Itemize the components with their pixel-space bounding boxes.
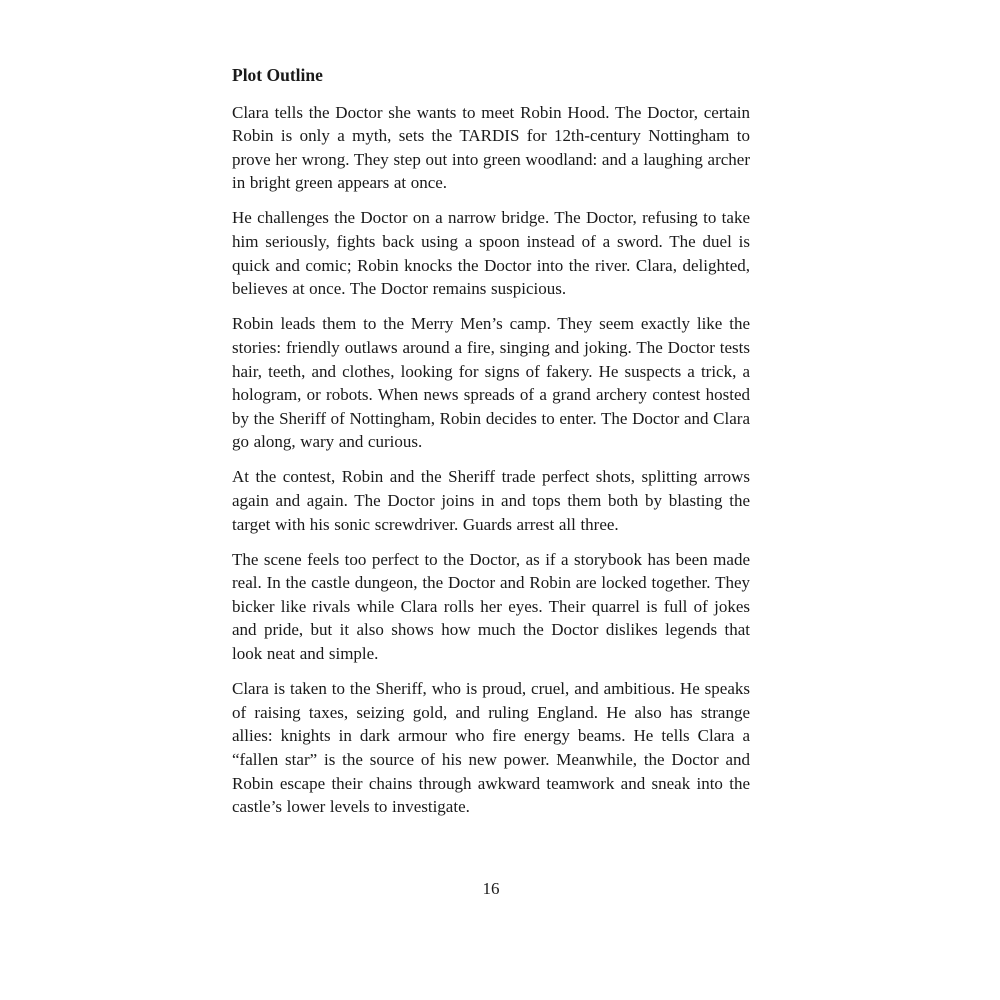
- body-paragraph: The scene feels too perfect to the Doctor, as if a storybook has been made real. In the castle dungeon, the Doctor and Robin are locked together. They bicker like rivals while Clara rolls her eyes. Their quarrel is full of jokes and pride, but it also shows how much the Doctor dislikes legends that look neat and simple.: [232, 549, 750, 664]
- text-block: [232, 64, 750, 819]
- page-number: 16: [482, 879, 500, 898]
- body-paragraph: At the contest, Robin and the Sheriff trade perfect shots, splitting arrows again and again. The Doctor joins in and tops them both by blasting the target with his sonic screwdriver. Guards arrest all three.: [232, 467, 750, 534]
- body-paragraph: He challenges the Doctor on a narrow bridge. The Doctor, refusing to take him seriously, fights back using a spoon instead of a sword. The duel is quick and comic; Robin knocks the Doctor into the river. Clara, delighted, believes at once. The Doctor remains suspicious.: [232, 208, 750, 299]
- section-title: Plot Outline: [232, 65, 323, 85]
- body-paragraph: Clara is taken to the Sheriff, who is proud, cruel, and ambitious. He speaks of raising taxes, seizing gold, and ruling England. He also has strange allies: knights in dark armour who fire energy beams. He tells Clara a “fallen star” is the source of his new power. Meanwhile, the Doctor and Robin escape their chains through awkward teamwork and sneak into the castle’s lower levels to investigate.: [232, 679, 750, 817]
- body-paragraph: Clara tells the Doctor she wants to meet Robin Hood. The Doctor, certain Robin is only a myth, sets the TARDIS for 12th-century Nottingham to prove her wrong. They step out into green woodland: and a laughing archer in bright green appears at once.: [232, 102, 750, 193]
- body-paragraph: Robin leads them to the Merry Men’s camp. They seem exactly like the stories: friendly outlaws around a fire, singing and joking. The Doctor tests hair, teeth, and clothes, looking for signs of fakery. He suspects a trick, a hologram, or robots. When news spreads of a grand archery contest hosted by the Sheriff of Nottingham, Robin decides to enter. The Doctor and Clara go along, wary and curious.: [232, 314, 750, 452]
